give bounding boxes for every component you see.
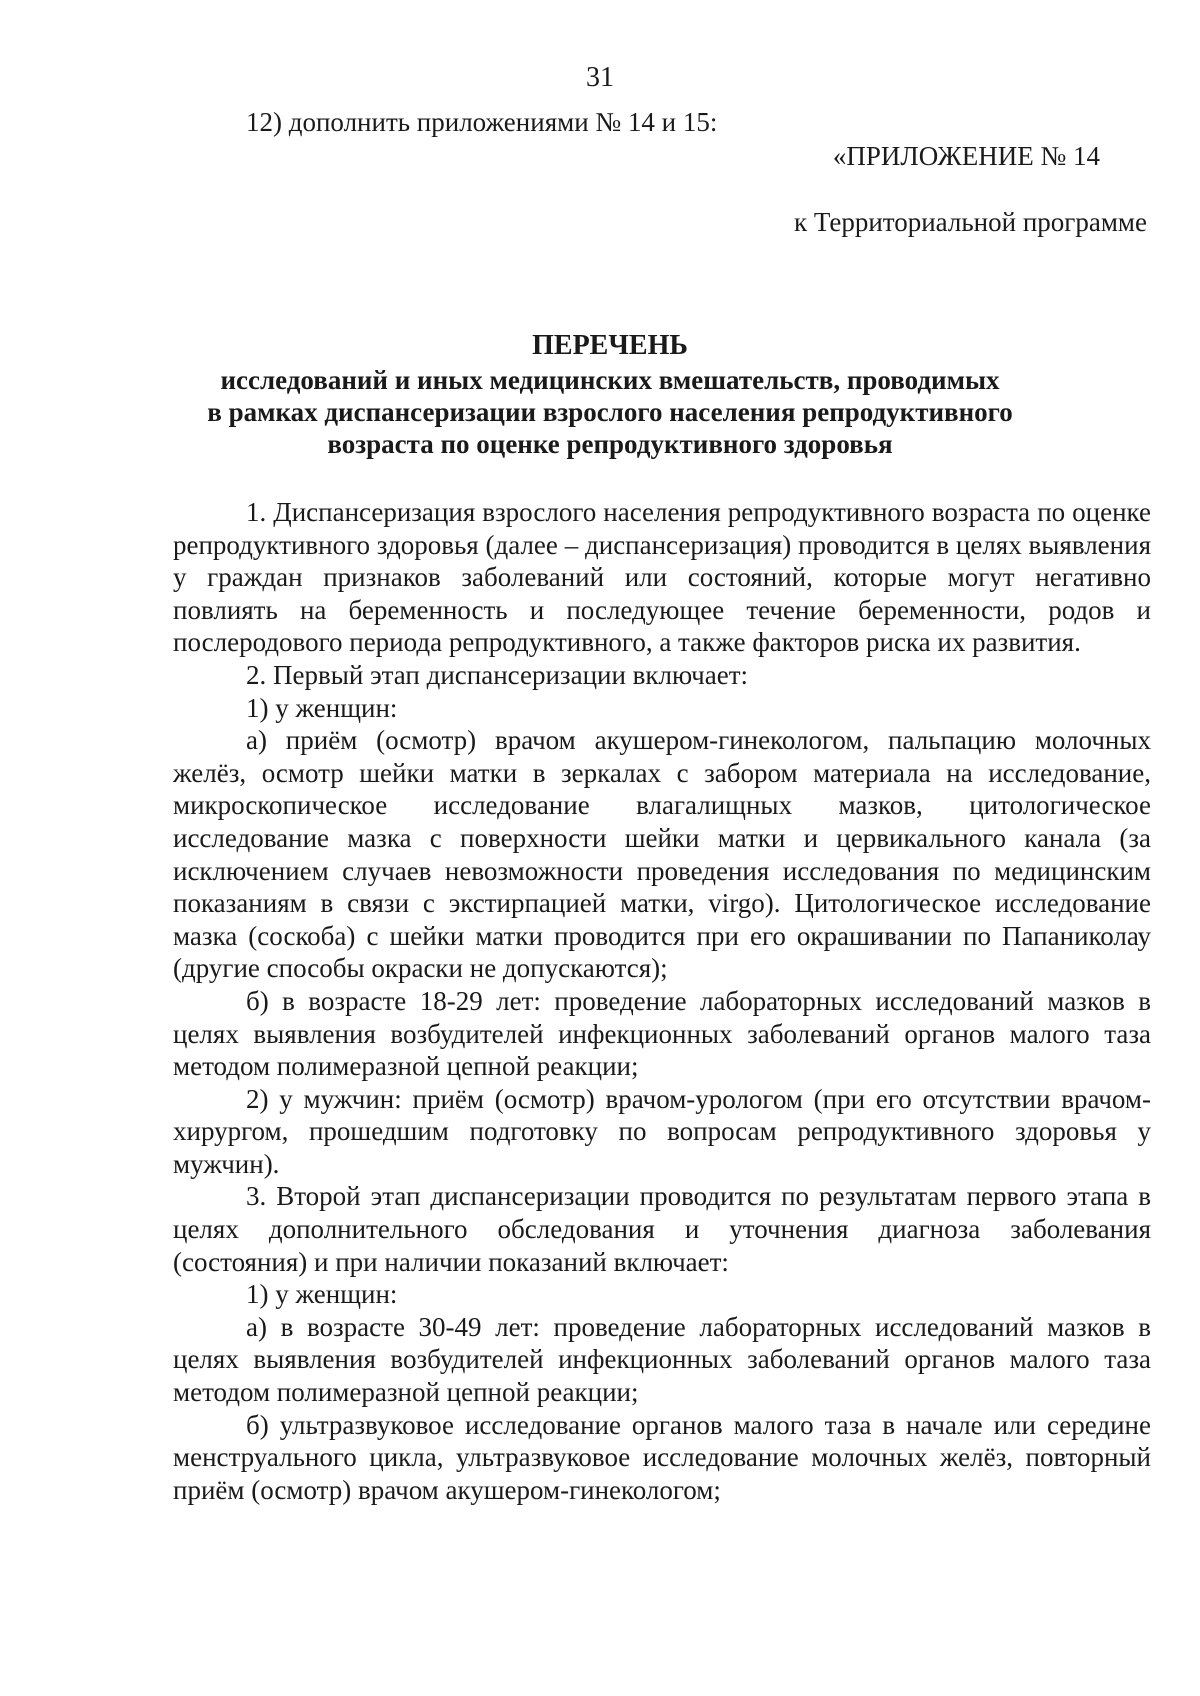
heading-subtitle-line: в рамках диспансеризации взрослого населения репродуктивного: [207, 397, 1013, 427]
amendment-line: 12) дополнить приложениями № 14 и 15:: [246, 107, 718, 137]
paragraph-item-a: а) приём (осмотр) врачом акушером-гинекологом, пальпацию молочных желёз, осмотр шейки матки в зеркалах с забором материала на исследование, микроскопическое исследование влагалищных мазков, цитологическое исследование мазка с поверхности шейки матки и цервикального канала (за исключением случаев невозможности проведения исследования по медицинским показаниям в связи с экстирпацией матки, virgo). Цитологическое исследование мазка (соскоба) с шейки матки проводится при его окрашивании по Папаниколау (другие способы окраски не допускаются);: [173, 725, 1151, 984]
paragraph-item-b: б) в возрасте 18-29 лет: проведение лабораторных исследований мазков в целях выявления возбудителей инфекционных заболеваний органов малого таза методом полимеразной цепной реакции;: [173, 985, 1151, 1082]
appendix-title: «ПРИЛОЖЕНИЕ № 14: [832, 141, 1100, 171]
paragraph-women-item: 1) у женщин:: [246, 1279, 398, 1310]
body-text: [173, 496, 1151, 1506]
heading-main: ПЕРЕЧЕНЬ: [532, 330, 688, 361]
heading-subtitle-line: исследований и иных медицинских вмешательств, проводимых: [220, 365, 1000, 395]
paragraph-1-purpose: 1. Диспансеризация взрослого населения репродуктивного возраста по оценке репродуктивного здоровья (далее – диспансеризация) проводится в целях выявления у граждан признаков заболеваний или состояний, которые могут негативно повлиять на беременность и последующее течение беременности, родов и послеродового периода репродуктивного, а также факторов риска их развития.: [173, 497, 1151, 658]
paragraph-2-first-stage: 2. Первый этап диспансеризации включает:: [246, 659, 748, 690]
page-number: 31: [586, 62, 614, 93]
paragraph-women-item: 1) у женщин:: [246, 692, 398, 723]
paragraph-3-second-stage: 3. Второй этап диспансеризации проводится по результатам первого этапа в целях дополнительного обследования и уточнения диагноза заболевания (состояния) и при наличии показаний включает:: [173, 1181, 1151, 1277]
appendix-reference: к Территориальной программе: [794, 207, 1147, 237]
paragraph-men-item: 2) у мужчин: приём (осмотр) врачом-урологом (при его отсутствии врачом-хирургом, прошедшим подготовку по вопросам репродуктивного здоровья у мужчин).: [173, 1083, 1151, 1179]
paragraph-item-b: б) ультразвуковое исследование органов малого таза в начале или середине менструального цикла, ультразвуковое исследование молочных желёз, повторный приём (осмотр) врачом акушером-гинекологом;: [173, 1409, 1151, 1505]
heading-subtitle-line: возраста по оценке репродуктивного здоровья: [327, 429, 893, 459]
paragraph-item-a: а) в возрасте 30-49 лет: проведение лабораторных исследований мазков в целях выявления возбудителей инфекционных заболеваний органов малого таза методом полимеразной цепной реакции;: [173, 1311, 1151, 1408]
document-heading: [150, 330, 1070, 460]
